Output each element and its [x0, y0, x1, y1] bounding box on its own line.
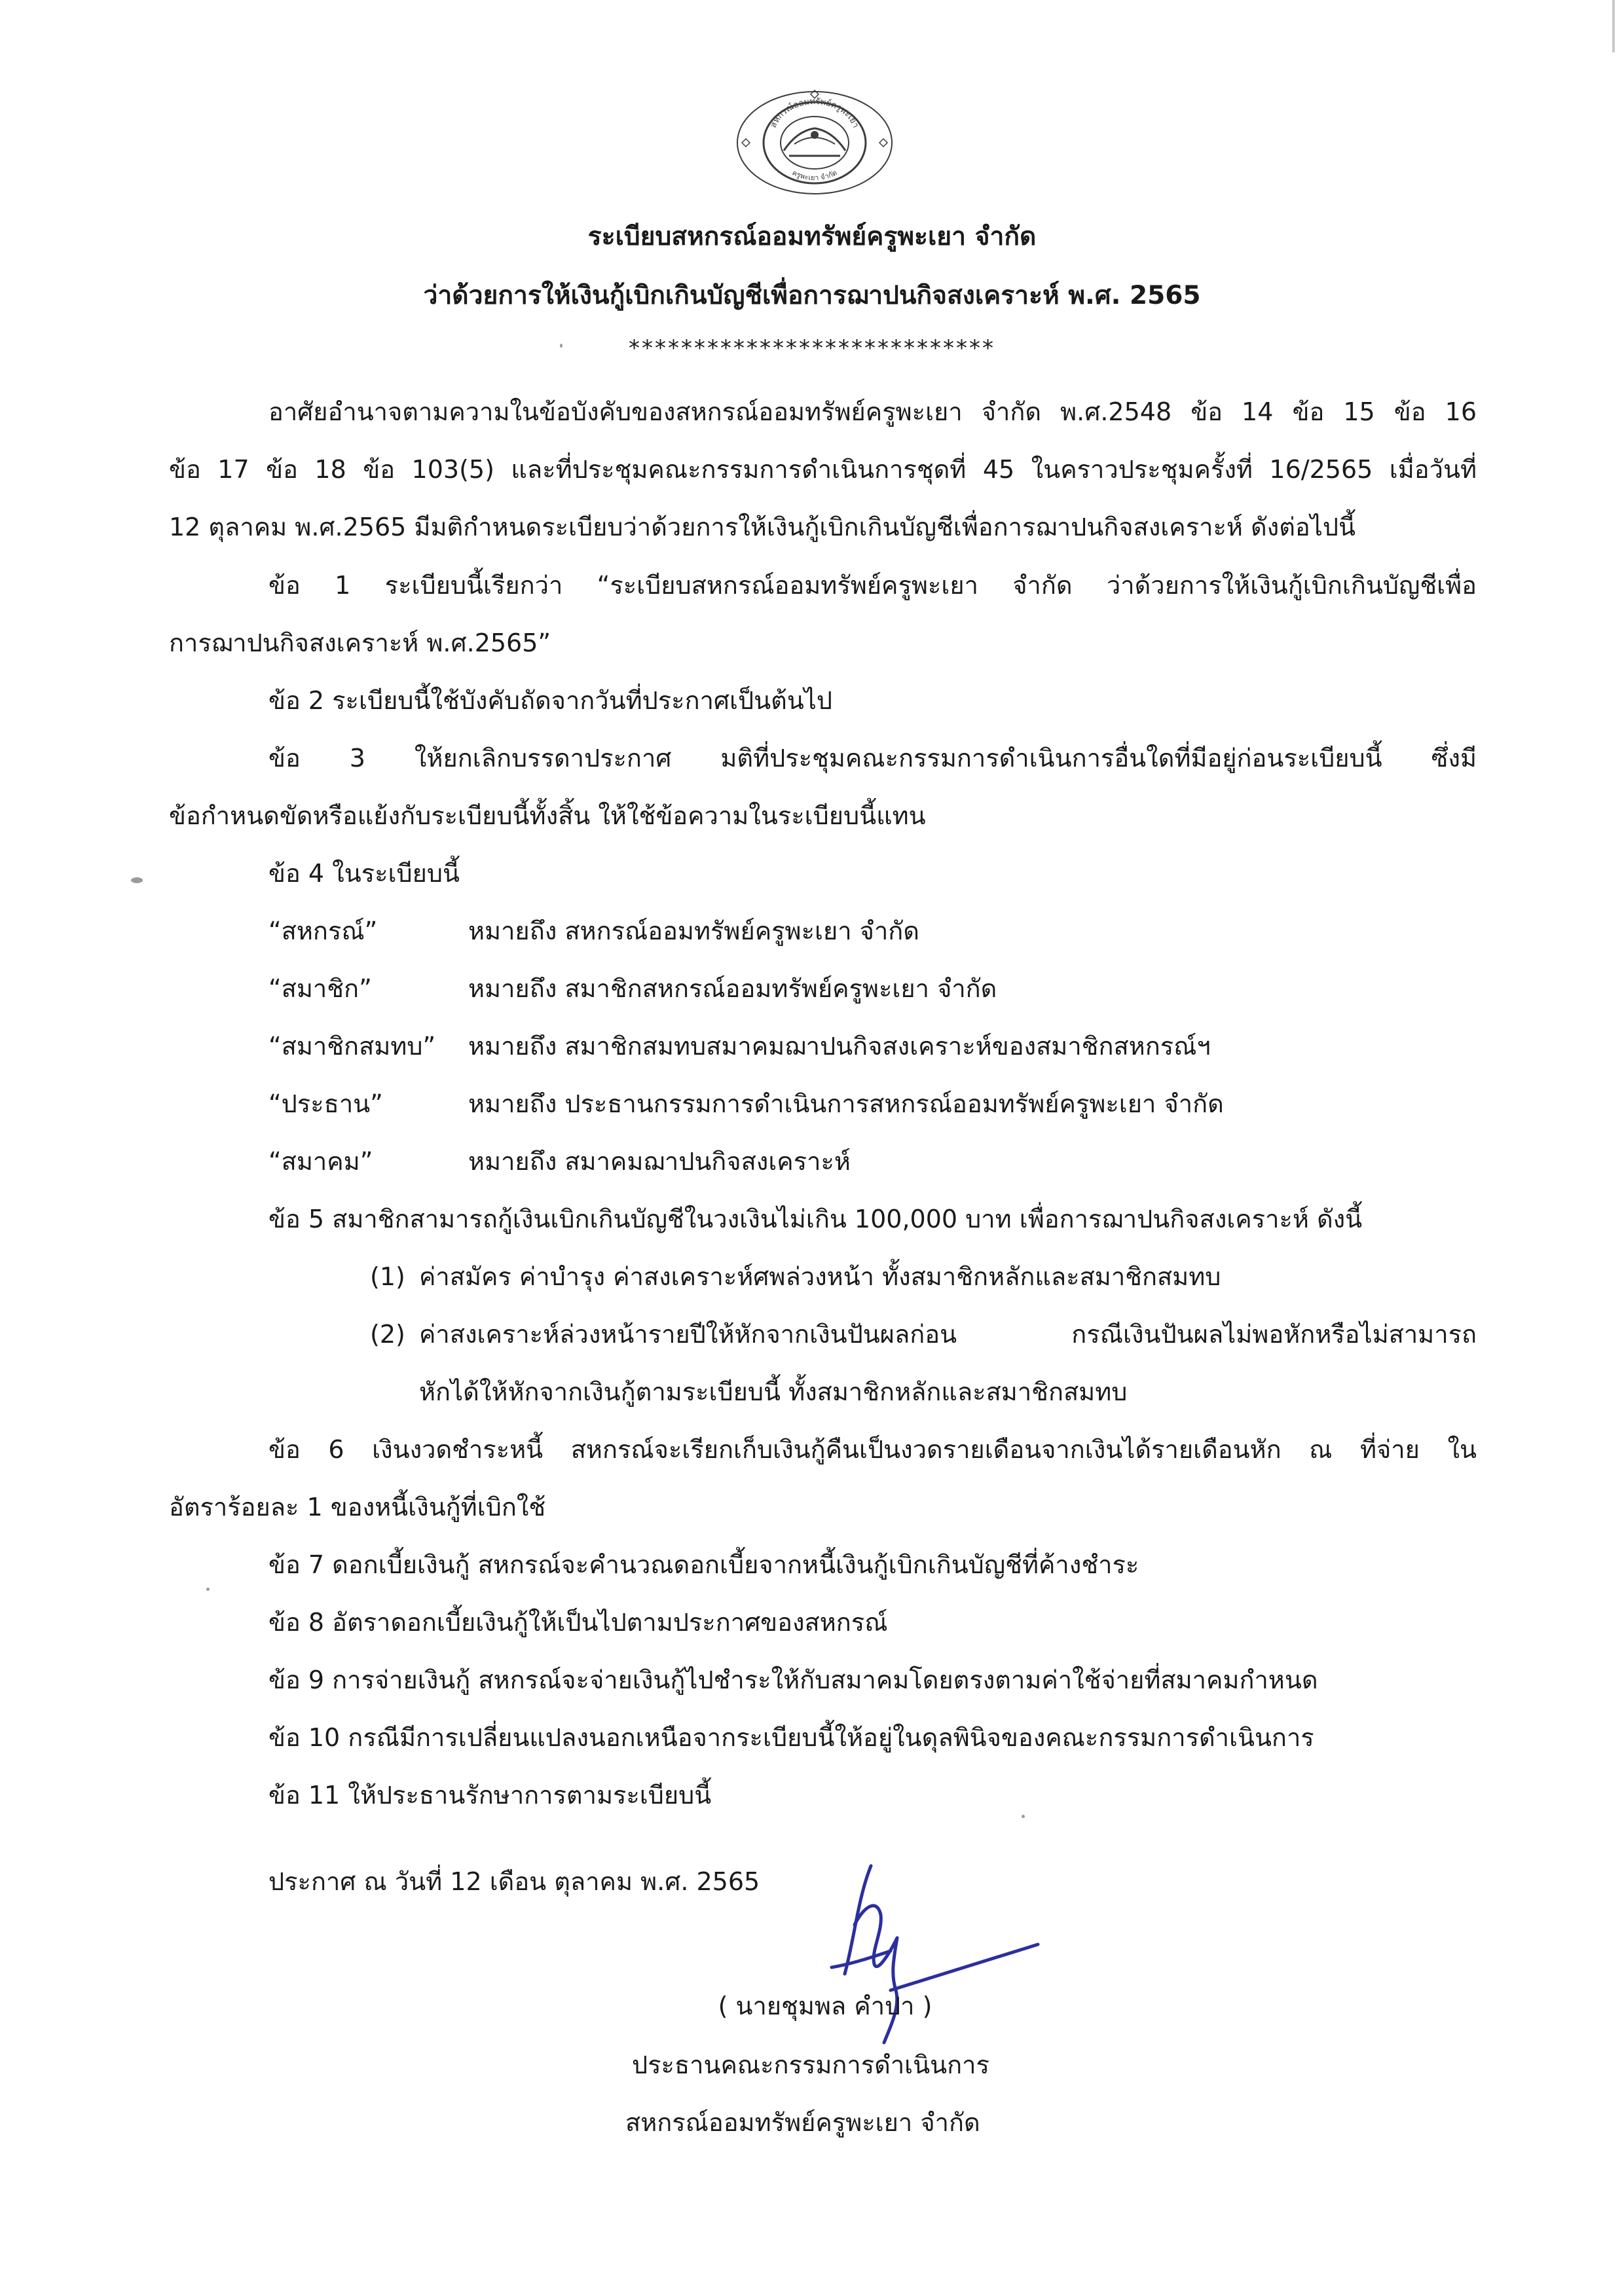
clause-5: ข้อ 5 สมาชิกสามารถกู้เงินเบิกเกินบัญชีในวงเงินไม่เกิน 100,000 บาท เพื่อการฌาปนกิจสงเคราะห์ ดังนี้ [268, 1205, 1363, 1233]
definition-term: “สมาชิกสมทบ” [268, 1032, 436, 1061]
signer-organization: สหกรณ์ออมทรัพย์ครูพะเยา จำกัด [625, 2108, 980, 2137]
scan-speck [560, 344, 563, 348]
preamble-line-1: อาศัยอำนาจตามความในข้อบังคับของสหกรณ์ออมทรัพย์ครูพะเยา จำกัด พ.ศ.2548 ข้อ 14 ข้อ 15 ข้อ 16 [268, 397, 1477, 426]
seal-ring-bottom-text: ครูพะเยา จำกัด [790, 168, 839, 183]
clause-5-item-text: ค่าสงเคราะห์ล่วงหน้ารายปีให้หักจากเงินปันผลก่อน กรณีเงินปันผลไม่พอหักหรือไม่สามารถ [419, 1320, 1477, 1349]
definition-meaning: หมายถึง สมาคมฌาปนกิจสงเคราะห์ [468, 1147, 851, 1176]
clause-7: ข้อ 7 ดอกเบี้ยเงินกู้ สหกรณ์จะคำนวณดอกเบี้ยจากหนี้เงินกู้เบิกเกินบัญชีที่ค้างชำระ [268, 1550, 1139, 1579]
clause-1-line-1: ข้อ 1 ระเบียบนี้เรียกว่า “ระเบียบสหกรณ์ออมทรัพย์ครูพะเยา จำกัด ว่าด้วยการให้เงินกู้เบิกเกินบัญชีเพื่อ [268, 571, 1477, 600]
clause-5-item-number: (2) [370, 1320, 405, 1349]
definition-term: “สมาคม” [268, 1147, 373, 1176]
clause-5-item-number: (1) [370, 1262, 405, 1291]
svg-text:สหกรณ์ออมทรัพย์ครูพะเยา [769, 97, 860, 130]
clause-2: ข้อ 2 ระเบียบนี้ใช้บังคับถัดจากวันที่ประกาศเป็นต้นไป [268, 686, 833, 715]
clause-6-line-1: ข้อ 6 เงินงวดชำระหนี้ สหกรณ์จะเรียกเก็บเงินกู้คืนเป็นงวดรายเดือนจากเงินได้รายเดือนหัก ณ ที่จ่าย ใน [268, 1435, 1477, 1464]
clause-9: ข้อ 9 การจ่ายเงินกู้ สหกรณ์จะจ่ายเงินกู้ไปชำระให้กับสมาคมโดยตรงตามค่าใช้จ่ายที่สมาคมกำหนด [268, 1666, 1318, 1694]
document-title-line2: ว่าด้วยการให้เงินกู้เบิกเกินบัญชีเพื่อการฌาปนกิจสงเคราะห์ พ.ศ. 2565 [423, 281, 1201, 310]
definition-term: “สหกรณ์” [268, 917, 378, 945]
preamble-line-3: 12 ตุลาคม พ.ศ.2565 มีมติกำหนดระเบียบว่าด้วยการให้เงินกู้เบิกเกินบัญชีเพื่อการฌาปนกิจสงเคราะห์ ดังต่อไปนี้ [169, 513, 1356, 541]
clause-8: ข้อ 8 อัตราดอกเบี้ยเงินกู้ให้เป็นไปตามประกาศของสหกรณ์ [268, 1608, 888, 1637]
preamble-line-2: ข้อ 17 ข้อ 18 ข้อ 103(5) และที่ประชุมคณะกรรมการดำเนินการชุดที่ 45 ในคราวประชุมครั้งที่ 16/2565 เมื่อวันที่ [169, 455, 1477, 484]
definition-meaning: หมายถึง ประธานกรรมการดำเนินการสหกรณ์ออมทรัพย์ครูพะเยา จำกัด [468, 1089, 1224, 1118]
definition-meaning: หมายถึง สมาชิกสหกรณ์ออมทรัพย์ครูพะเยา จำกัด [468, 974, 997, 1003]
definition-term: “ประธาน” [268, 1089, 383, 1118]
clause-5-item-text: ค่าสมัคร ค่าบำรุง ค่าสงเคราะห์ศพล่วงหน้า ทั้งสมาชิกหลักและสมาชิกสมทบ [419, 1262, 1221, 1291]
cooperative-seal-logo [729, 85, 900, 200]
clause-1-line-2: การฌาปนกิจสงเคราะห์ พ.ศ.2565” [169, 629, 551, 657]
clause-3-line-2: ข้อกำหนดขัดหรือแย้งกับระเบียบนี้ทั้งสิ้น ให้ใช้ข้อความในระเบียบนี้แทน [169, 801, 926, 830]
seal-ring-top-text: สหกรณ์ออมทรัพย์ครูพะเยา [768, 96, 861, 130]
scan-speck [131, 877, 143, 883]
announcement-date: ประกาศ ณ วันที่ 12 เดือน ตุลาคม พ.ศ. 2565 [268, 1867, 760, 1896]
definition-meaning: หมายถึง สมาชิกสมทบสมาคมฌาปนกิจสงเคราะห์ของสมาชิกสหกรณ์ฯ [468, 1032, 1211, 1061]
clause-5-item-continuation: หักได้ให้หักจากเงินกู้ตามระเบียบนี้ ทั้งสมาชิกหลักและสมาชิกสมทบ [419, 1377, 1128, 1406]
clause-11: ข้อ 11 ให้ประธานรักษาการตามระเบียบนี้ [268, 1781, 712, 1810]
clause-6-line-2: อัตราร้อยละ 1 ของหนี้เงินกู้ที่เบิกใช้ [169, 1493, 546, 1522]
definition-meaning: หมายถึง สหกรณ์ออมทรัพย์ครูพะเยา จำกัด [468, 917, 919, 945]
signer-position: ประธานคณะกรรมการดำเนินการ [632, 2050, 989, 2079]
svg-text:ครูพะเยา จำกัด [791, 168, 839, 182]
scan-edge [1612, 0, 1615, 52]
document-title-line1: ระเบียบสหกรณ์ออมทรัพย์ครูพะเยา จำกัด [587, 222, 1037, 251]
scan-speck [1022, 1815, 1025, 1818]
title-separator-stars: **************************** [629, 335, 995, 361]
clause-4: ข้อ 4 ในระเบียบนี้ [268, 859, 460, 888]
scan-speck [206, 1588, 210, 1591]
clause-3-line-1: ข้อ 3 ให้ยกเลิกบรรดาประกาศ มติที่ประชุมคณะกรรมการดำเนินการอื่นใดที่มีอยู่ก่อนระเบียบนี้ ซึ่งมี [268, 744, 1477, 773]
definition-term: “สมาชิก” [268, 974, 372, 1003]
clause-10: ข้อ 10 กรณีมีการเปลี่ยนแปลงนอกเหนือจากระเบียบนี้ให้อยู่ในดุลพินิจของคณะกรรมการดำเนินการ [268, 1723, 1314, 1752]
signer-name: ( นายชุมพล คำปา ) [718, 1992, 932, 2020]
